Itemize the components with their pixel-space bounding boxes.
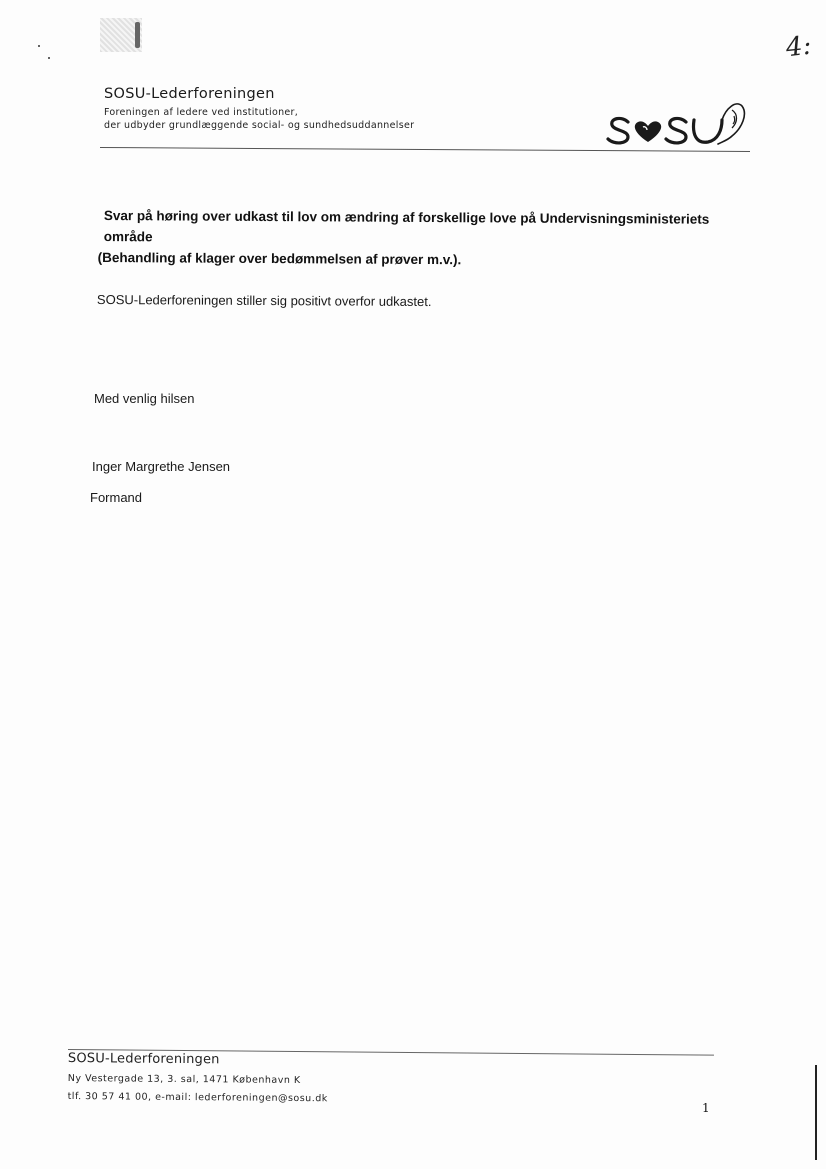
page-number: 1 — [702, 1101, 710, 1115]
scan-speck — [38, 45, 40, 47]
signer-title: Formand — [90, 490, 143, 505]
subject-line-2: (Behandling af klager over bedømmelsen af prøver m.v.). — [97, 249, 462, 268]
signer-name: Inger Margrethe Jensen — [92, 459, 231, 474]
letterhead-org-name: SOSU-Lederforeningen — [104, 86, 275, 102]
footer — [68, 1051, 588, 1111]
letter-statement: SOSU-Lederforeningen stiller sig positivt overfor udkastet. — [96, 292, 432, 310]
scan-speck — [48, 57, 50, 59]
sosu-logo — [604, 100, 754, 152]
letter-closing: Med venlig hilsen — [94, 391, 195, 406]
scan-edge-line — [815, 1065, 817, 1160]
footer-org-name: SOSU-Lederforeningen — [67, 1051, 220, 1068]
letter-subject — [98, 205, 748, 272]
scan-artifact — [100, 18, 142, 52]
handwritten-page-mark: 4: — [784, 30, 813, 64]
subject-line-1: Svar på høring over udkast til lov om ændring af forskellige love på Undervisningsministeriets område — [103, 208, 710, 245]
footer-contact: tlf. 30 57 41 00, e-mail: lederforeningen@sosu.dk — [67, 1090, 328, 1105]
footer-address: Ny Vestergade 13, 3. sal, 1471 København K — [67, 1072, 301, 1087]
letterhead-subtitle-line1: Foreningen af ledere ved institutioner, — [104, 107, 299, 118]
letterhead-subtitle-line2: der udbyder grundlæggende social- og sundhedsuddannelser — [104, 120, 415, 131]
